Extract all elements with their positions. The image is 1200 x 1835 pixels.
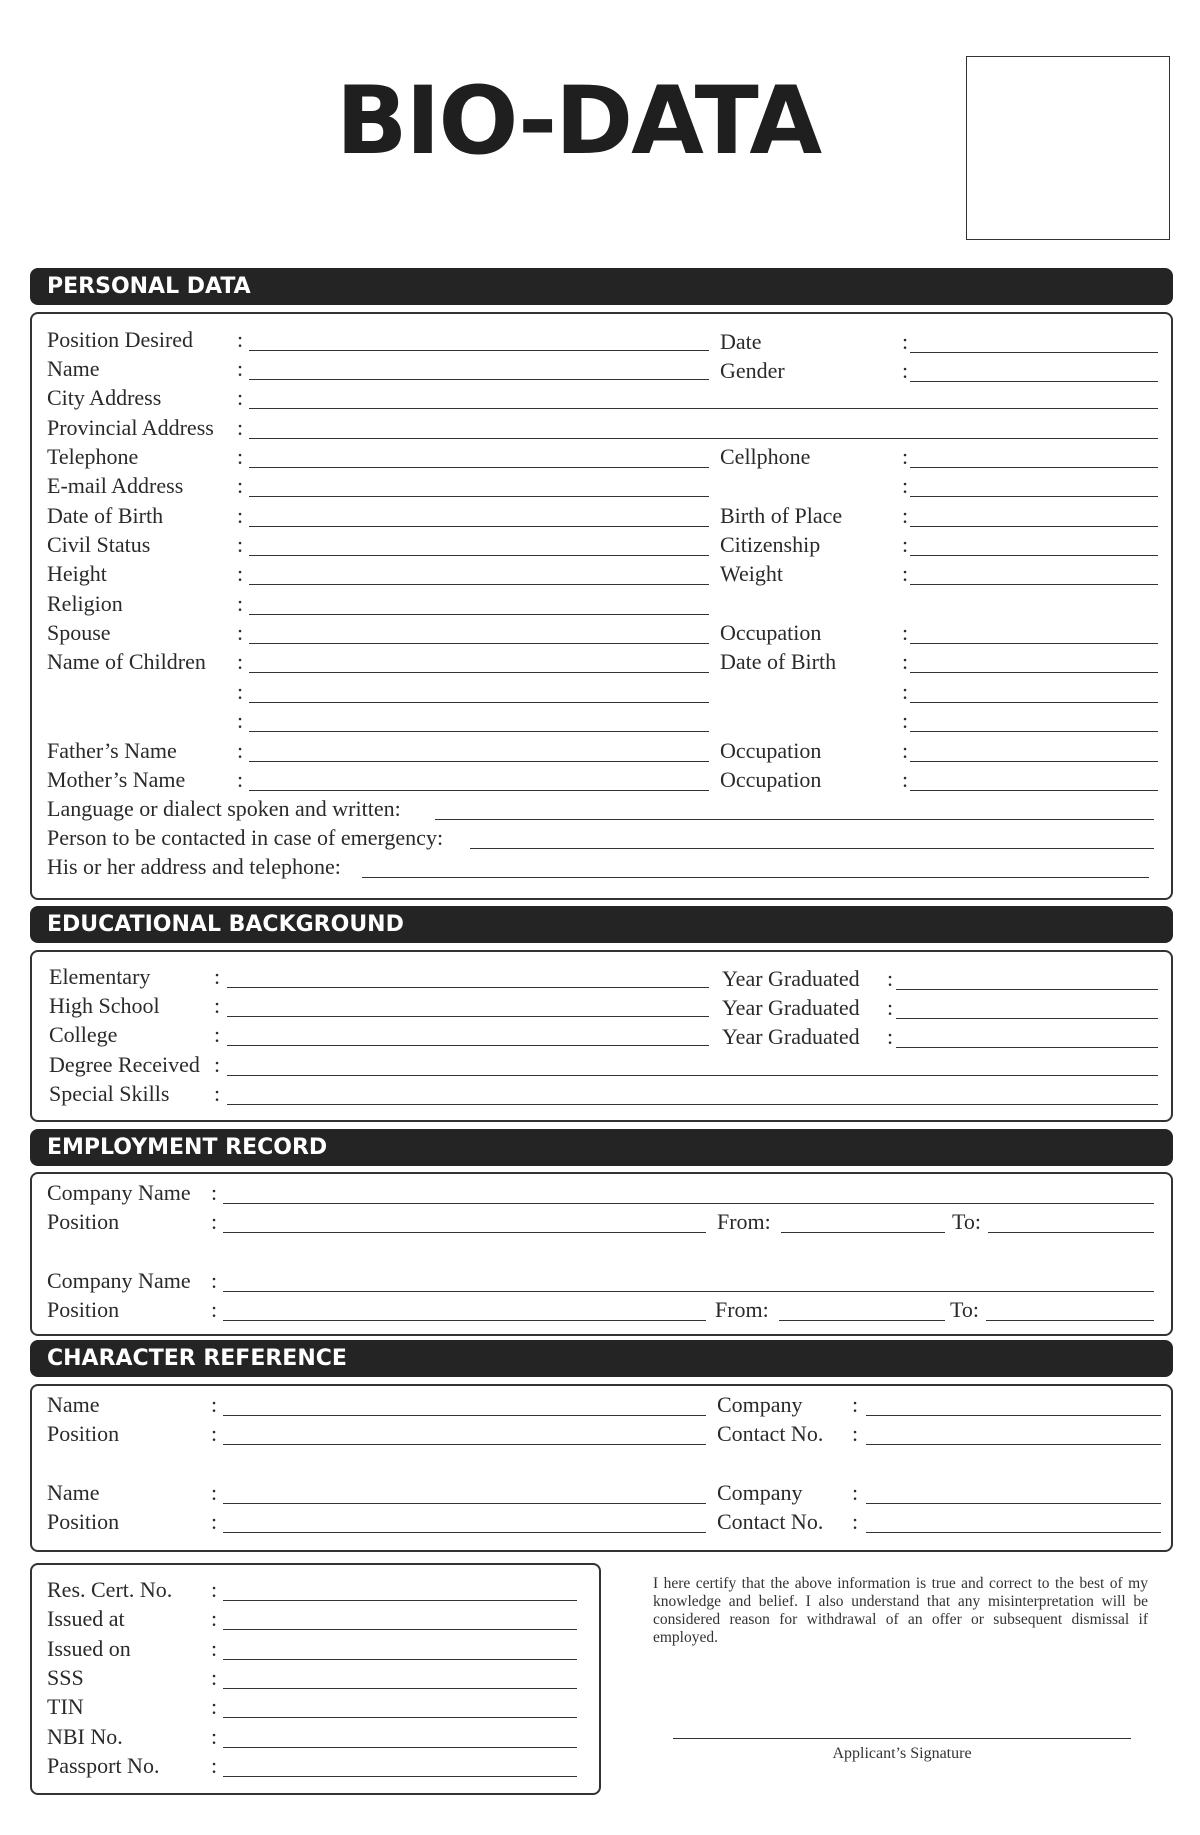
education-year-graduated-field[interactable] bbox=[896, 1018, 1158, 1019]
colon-separator: : bbox=[237, 561, 244, 586]
colon-separator: : bbox=[902, 561, 909, 586]
personal-spouse-label: Spouse bbox=[47, 620, 111, 645]
personal-provincial-address-label: Provincial Address bbox=[47, 415, 214, 440]
colon-separator: : bbox=[237, 679, 244, 704]
to-label: To: bbox=[952, 1209, 982, 1234]
education-year-graduated-label: Year Graduated bbox=[722, 1024, 860, 1049]
personal-civil-status-field[interactable] bbox=[249, 555, 709, 556]
ids-passport-label: Passport No. bbox=[47, 1753, 160, 1778]
personal-father-label: Father’s Name bbox=[47, 738, 177, 763]
personal-date-of-birth-label: Date of Birth bbox=[47, 503, 164, 528]
colon-separator: : bbox=[852, 1480, 859, 1505]
colon-separator: : bbox=[852, 1509, 859, 1534]
colon-separator: : bbox=[211, 1509, 218, 1534]
colon-separator: : bbox=[237, 415, 244, 440]
ids-nbi-field[interactable] bbox=[223, 1747, 577, 1748]
colon-separator: : bbox=[237, 708, 244, 733]
personal-spouse-dob-label: Date of Birth bbox=[720, 649, 837, 674]
blank-field[interactable] bbox=[910, 496, 1158, 497]
employment-company-name-field[interactable] bbox=[223, 1291, 1154, 1292]
education-year-graduated-label: Year Graduated bbox=[722, 995, 860, 1020]
colon-separator: : bbox=[211, 1665, 218, 1690]
personal-email-field[interactable] bbox=[249, 496, 709, 497]
colon-separator: : bbox=[902, 649, 909, 674]
ids-tin-label: TIN bbox=[47, 1694, 84, 1719]
personal-date-field[interactable] bbox=[910, 352, 1158, 353]
employment-position-label: Position bbox=[47, 1209, 120, 1234]
personal-father-field[interactable] bbox=[249, 761, 709, 762]
personal-children-label: Name of Children bbox=[47, 649, 206, 674]
from-label: From: bbox=[715, 1297, 769, 1322]
employment-company-name-label: Company Name bbox=[47, 1268, 191, 1293]
ids-res-cert-label: Res. Cert. No. bbox=[47, 1577, 173, 1602]
education-high-school-label: High School bbox=[49, 993, 160, 1018]
education-skills-field[interactable] bbox=[227, 1104, 1158, 1105]
reference-company-label: Company bbox=[717, 1392, 803, 1417]
colon-separator: : bbox=[887, 966, 894, 991]
personal-citizenship-field[interactable] bbox=[910, 555, 1158, 556]
ids-sss-field[interactable] bbox=[223, 1688, 577, 1689]
colon-separator: : bbox=[237, 738, 244, 763]
colon-separator: : bbox=[902, 620, 909, 645]
reference-company-label: Company bbox=[717, 1480, 803, 1505]
colon-separator: : bbox=[211, 1694, 218, 1719]
colon-separator: : bbox=[902, 503, 909, 528]
colon-separator: : bbox=[237, 620, 244, 645]
colon-separator: : bbox=[237, 385, 244, 410]
reference-company-field[interactable] bbox=[866, 1415, 1161, 1416]
ids-issued-at-field[interactable] bbox=[223, 1629, 577, 1630]
colon-separator: : bbox=[902, 738, 909, 763]
personal-weight-field[interactable] bbox=[910, 584, 1158, 585]
colon-separator: : bbox=[211, 1268, 218, 1293]
personal-name-field[interactable] bbox=[249, 379, 709, 380]
reference-contact-field[interactable] bbox=[866, 1532, 1161, 1533]
personal-citizenship-label: Citizenship bbox=[720, 532, 821, 557]
personal-spouse-occupation-label: Occupation bbox=[720, 620, 822, 645]
personal-language-label: Language or dialect spoken and written: bbox=[47, 796, 401, 821]
personal-weight-label: Weight bbox=[720, 561, 783, 586]
blank-field[interactable] bbox=[910, 731, 1158, 732]
personal-mother-field[interactable] bbox=[249, 790, 709, 791]
personal-date-label: Date bbox=[720, 329, 762, 354]
blank-field[interactable] bbox=[249, 731, 709, 732]
personal-height-field[interactable] bbox=[249, 584, 709, 585]
education-elementary-field[interactable] bbox=[227, 987, 709, 988]
colon-separator: : bbox=[237, 327, 244, 352]
education-degree-field[interactable] bbox=[227, 1075, 1158, 1076]
ids-nbi-label: NBI No. bbox=[47, 1724, 123, 1749]
personal-mother-occupation-field[interactable] bbox=[910, 790, 1158, 791]
signature-label: Applicant’s Signature bbox=[832, 1745, 972, 1762]
reference-position-label: Position bbox=[47, 1421, 120, 1446]
employment-company-name-field[interactable] bbox=[223, 1203, 1154, 1204]
colon-separator: : bbox=[902, 767, 909, 792]
education-skills-label: Special Skills bbox=[49, 1081, 170, 1106]
education-college-field[interactable] bbox=[227, 1045, 709, 1046]
employment-position-field[interactable] bbox=[223, 1232, 706, 1233]
colon-separator: : bbox=[214, 964, 221, 989]
colon-separator: : bbox=[852, 1392, 859, 1417]
colon-separator: : bbox=[211, 1297, 218, 1322]
ids-sss-label: SSS bbox=[47, 1665, 84, 1690]
blank-field[interactable] bbox=[249, 702, 709, 703]
colon-separator: : bbox=[211, 1392, 218, 1417]
colon-separator: : bbox=[237, 591, 244, 616]
from-date-field[interactable] bbox=[781, 1232, 945, 1233]
to-date-field[interactable] bbox=[988, 1232, 1154, 1233]
ids-issued-on-label: Issued on bbox=[47, 1636, 131, 1661]
education-year-graduated-label: Year Graduated bbox=[722, 966, 860, 991]
colon-separator: : bbox=[887, 1024, 894, 1049]
colon-separator: : bbox=[237, 356, 244, 381]
employment-company-name-label: Company Name bbox=[47, 1180, 191, 1205]
personal-civil-status-label: Civil Status bbox=[47, 532, 151, 557]
colon-separator: : bbox=[211, 1180, 218, 1205]
education-year-graduated-field[interactable] bbox=[896, 1047, 1158, 1048]
personal-emergency-label: Person to be contacted in case of emergency: bbox=[47, 825, 444, 850]
signature-line[interactable] bbox=[673, 1738, 1131, 1739]
personal-father-occupation-field[interactable] bbox=[910, 761, 1158, 762]
personal-emergency-address-label: His or her address and telephone: bbox=[47, 854, 341, 879]
personal-birth-place-label: Birth of Place bbox=[720, 503, 843, 528]
reference-header: CHARACTER REFERENCE bbox=[30, 1340, 1173, 1377]
personal-position-desired-field[interactable] bbox=[249, 350, 709, 351]
personal-spouse-occupation-field[interactable] bbox=[910, 643, 1158, 644]
reference-name-field[interactable] bbox=[223, 1503, 706, 1504]
ids-issued-at-label: Issued at bbox=[47, 1606, 125, 1631]
colon-separator: : bbox=[902, 473, 909, 498]
colon-separator: : bbox=[902, 532, 909, 557]
personal-children-field[interactable] bbox=[249, 672, 709, 673]
colon-separator: : bbox=[237, 767, 244, 792]
colon-separator: : bbox=[902, 679, 909, 704]
employment-position-field[interactable] bbox=[223, 1320, 706, 1321]
colon-separator: : bbox=[902, 444, 909, 469]
personal-telephone-field[interactable] bbox=[249, 467, 709, 468]
personal-gender-field[interactable] bbox=[910, 381, 1158, 382]
personal-provincial-address-field[interactable] bbox=[249, 438, 1158, 439]
colon-separator: : bbox=[211, 1636, 218, 1661]
personal-data-header: PERSONAL DATA bbox=[30, 268, 1173, 305]
employment-header: EMPLOYMENT RECORD bbox=[30, 1129, 1173, 1166]
personal-telephone-label: Telephone bbox=[47, 444, 139, 469]
photo-box bbox=[966, 56, 1170, 240]
personal-mother-label: Mother’s Name bbox=[47, 767, 186, 792]
from-date-field[interactable] bbox=[779, 1320, 945, 1321]
ids-passport-field[interactable] bbox=[223, 1776, 577, 1777]
colon-separator: : bbox=[214, 1052, 221, 1077]
colon-separator: : bbox=[214, 1081, 221, 1106]
reference-contact-field[interactable] bbox=[866, 1444, 1161, 1445]
personal-cellphone-field[interactable] bbox=[910, 467, 1158, 468]
reference-position-field[interactable] bbox=[223, 1532, 706, 1533]
to-label: To: bbox=[950, 1297, 980, 1322]
employment-position-label: Position bbox=[47, 1297, 120, 1322]
colon-separator: : bbox=[214, 993, 221, 1018]
certification-text: I here certify that the above information is true and correct to the best of my knowledge and belief. I also understand that any misinterpretation will be considered reason for withdrawal of an offer or subsequent dismissal if employed. bbox=[653, 1575, 1148, 1646]
blank-field[interactable] bbox=[910, 702, 1158, 703]
colon-separator: : bbox=[237, 473, 244, 498]
personal-religion-field[interactable] bbox=[249, 614, 709, 615]
education-section bbox=[30, 950, 1173, 1122]
education-year-graduated-field[interactable] bbox=[896, 989, 1158, 990]
form-title: BIO-DATA bbox=[335, 67, 821, 176]
colon-separator: : bbox=[211, 1480, 218, 1505]
ids-res-cert-field[interactable] bbox=[223, 1600, 577, 1601]
education-high-school-field[interactable] bbox=[227, 1016, 709, 1017]
colon-separator: : bbox=[237, 503, 244, 528]
education-college-label: College bbox=[49, 1022, 118, 1047]
personal-language-field[interactable] bbox=[435, 819, 1154, 820]
reference-section bbox=[30, 1384, 1173, 1552]
colon-separator: : bbox=[211, 1577, 218, 1602]
employment-section bbox=[30, 1172, 1173, 1336]
personal-height-label: Height bbox=[47, 561, 107, 586]
colon-separator: : bbox=[902, 329, 909, 354]
reference-name-label: Name bbox=[47, 1392, 100, 1417]
personal-email-label: E-mail Address bbox=[47, 473, 184, 498]
colon-separator: : bbox=[237, 649, 244, 674]
colon-separator: : bbox=[214, 1022, 221, 1047]
from-label: From: bbox=[717, 1209, 771, 1234]
reference-name-field[interactable] bbox=[223, 1415, 706, 1416]
colon-separator: : bbox=[211, 1209, 218, 1234]
colon-separator: : bbox=[237, 444, 244, 469]
personal-spouse-dob-field[interactable] bbox=[910, 672, 1158, 673]
ids-issued-on-field[interactable] bbox=[223, 1659, 577, 1660]
reference-company-field[interactable] bbox=[866, 1503, 1161, 1504]
reference-position-label: Position bbox=[47, 1509, 120, 1534]
education-header: EDUCATIONAL BACKGROUND bbox=[30, 906, 1173, 943]
colon-separator: : bbox=[237, 532, 244, 557]
colon-separator: : bbox=[852, 1421, 859, 1446]
colon-separator: : bbox=[211, 1421, 218, 1446]
personal-date-of-birth-field[interactable] bbox=[249, 526, 709, 527]
personal-position-desired-label: Position Desired bbox=[47, 327, 194, 352]
colon-separator: : bbox=[211, 1724, 218, 1749]
reference-position-field[interactable] bbox=[223, 1444, 706, 1445]
education-elementary-label: Elementary bbox=[49, 964, 151, 989]
reference-contact-label: Contact No. bbox=[717, 1421, 824, 1446]
personal-city-address-label: City Address bbox=[47, 385, 162, 410]
reference-contact-label: Contact No. bbox=[717, 1509, 824, 1534]
personal-religion-label: Religion bbox=[47, 591, 123, 616]
personal-cellphone-label: Cellphone bbox=[720, 444, 811, 469]
personal-birth-place-field[interactable] bbox=[910, 526, 1158, 527]
colon-separator: : bbox=[211, 1606, 218, 1631]
colon-separator: : bbox=[887, 995, 894, 1020]
personal-gender-label: Gender bbox=[720, 358, 785, 383]
education-degree-label: Degree Received bbox=[49, 1052, 200, 1077]
personal-spouse-field[interactable] bbox=[249, 643, 709, 644]
personal-father-occupation-label: Occupation bbox=[720, 738, 822, 763]
personal-emergency-address-field[interactable] bbox=[362, 877, 1149, 878]
reference-name-label: Name bbox=[47, 1480, 100, 1505]
colon-separator: : bbox=[211, 1753, 218, 1778]
ids-tin-field[interactable] bbox=[223, 1717, 577, 1718]
personal-name-label: Name bbox=[47, 356, 100, 381]
colon-separator: : bbox=[902, 708, 909, 733]
colon-separator: : bbox=[902, 358, 909, 383]
personal-city-address-field[interactable] bbox=[249, 408, 1158, 409]
personal-mother-occupation-label: Occupation bbox=[720, 767, 822, 792]
to-date-field[interactable] bbox=[986, 1320, 1154, 1321]
personal-emergency-field[interactable] bbox=[470, 848, 1154, 849]
